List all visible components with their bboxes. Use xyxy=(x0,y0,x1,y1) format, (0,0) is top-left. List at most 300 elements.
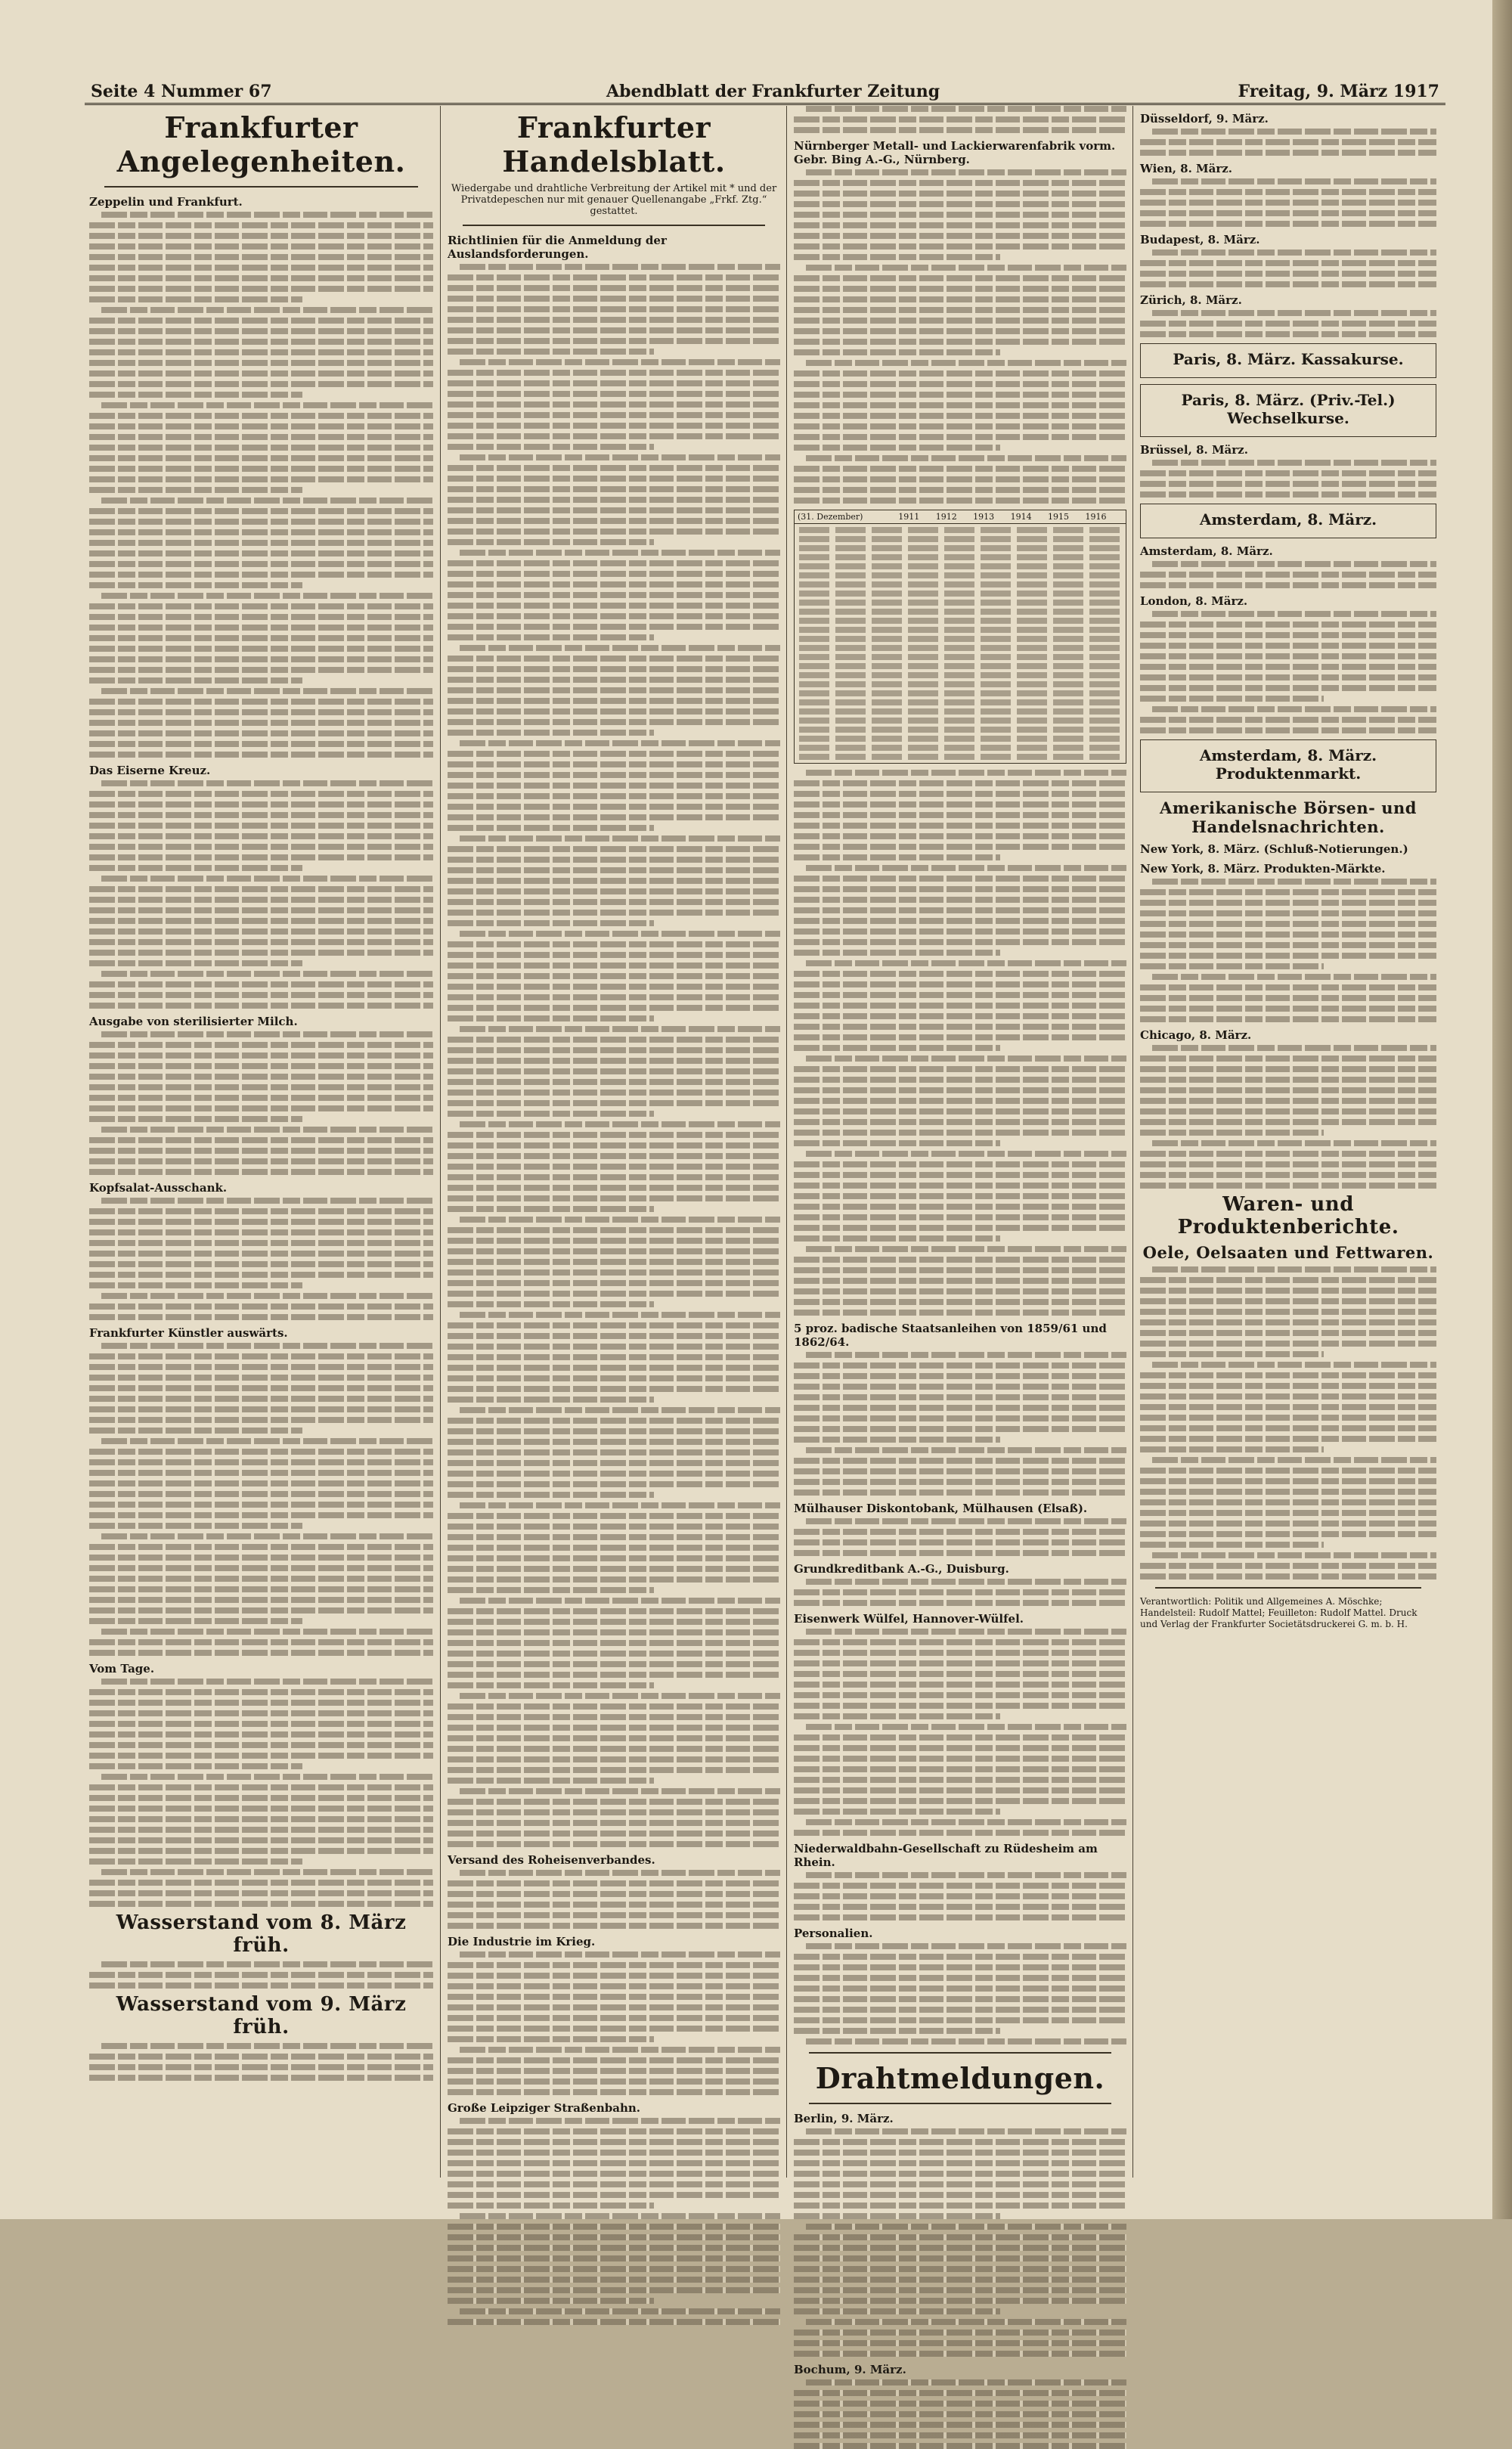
text-line xyxy=(89,1084,433,1090)
text-line xyxy=(794,1130,1126,1136)
market-dateline: Chicago, 8. März. xyxy=(1140,1028,1252,1042)
dispatch-dateline: Berlin, 9. März. xyxy=(794,2112,894,2125)
text-line xyxy=(448,1555,780,1561)
text-line xyxy=(1152,250,1436,256)
text-line xyxy=(448,2089,780,2095)
article-heading: Das Eiserne Kreuz. xyxy=(89,764,211,777)
text-line xyxy=(89,667,433,673)
text-line xyxy=(448,1902,780,1908)
text-line xyxy=(89,1784,433,1790)
text-line xyxy=(448,1492,654,1498)
text-line xyxy=(794,487,1126,493)
table-row xyxy=(799,636,1121,642)
text-line xyxy=(794,1214,1126,1220)
text-line xyxy=(89,1827,433,1833)
text-line xyxy=(1152,1045,1436,1051)
text-line xyxy=(448,1735,780,1741)
market-dateline: Zürich, 8. März. xyxy=(1140,293,1242,307)
text-line xyxy=(89,950,433,956)
text-line xyxy=(448,1841,780,1847)
text-line xyxy=(448,444,654,450)
text-line xyxy=(460,1870,780,1876)
text-line xyxy=(89,1116,302,1122)
text-line xyxy=(794,1013,1126,1019)
text-line xyxy=(89,1208,433,1214)
text-line xyxy=(794,1745,1126,1751)
text-line xyxy=(794,2213,1000,2219)
text-line xyxy=(89,1502,433,1508)
table-row xyxy=(799,618,1121,624)
market-body xyxy=(1140,129,1436,156)
text-line xyxy=(448,867,780,873)
text-line xyxy=(806,169,1126,175)
text-line xyxy=(89,487,302,493)
table-row xyxy=(799,536,1121,542)
text-line xyxy=(1140,1542,1324,1548)
market-dateline: Brüssel, 8. März. xyxy=(1140,443,1248,457)
text-line xyxy=(1140,984,1436,990)
text-line xyxy=(89,222,433,228)
text-line xyxy=(101,1343,433,1349)
water-level-table-1 xyxy=(89,1961,433,1989)
text-line xyxy=(794,2390,1126,2396)
text-line xyxy=(89,1806,433,1812)
text-line xyxy=(806,455,1126,461)
text-line xyxy=(1140,1351,1324,1357)
text-line xyxy=(794,1883,1126,1889)
text-line xyxy=(794,1703,1126,1709)
text-line xyxy=(794,1682,1126,1688)
text-line xyxy=(1140,664,1436,670)
article-heading: Ausgabe von sterilisierter Milch. xyxy=(89,1015,298,1028)
text-line xyxy=(448,963,780,969)
article-heading: Niederwaldbahn-Gesellschaft zu Rüdesheim am Rhein. xyxy=(794,1842,1098,1869)
text-line xyxy=(806,1246,1126,1252)
text-line xyxy=(806,1518,1126,1524)
text-line xyxy=(89,1229,433,1235)
text-line xyxy=(794,212,1126,218)
text-line xyxy=(101,876,433,882)
text-line xyxy=(1140,1341,1436,1347)
table-row xyxy=(799,727,1121,733)
text-line xyxy=(448,730,654,736)
text-line xyxy=(460,2047,780,2053)
text-line xyxy=(89,275,433,281)
text-line xyxy=(448,1651,780,1657)
text-line xyxy=(448,1725,780,1731)
text-line xyxy=(460,1407,780,1413)
text-line xyxy=(794,275,1126,281)
text-line xyxy=(448,412,780,418)
table-row xyxy=(799,600,1121,606)
text-line xyxy=(806,1629,1126,1635)
text-line xyxy=(101,1533,433,1539)
text-line xyxy=(448,1545,780,1551)
text-line xyxy=(448,910,780,916)
text-line xyxy=(448,1973,780,1979)
text-line xyxy=(794,1140,1000,1146)
text-line xyxy=(1140,1404,1436,1410)
text-line xyxy=(1152,611,1436,617)
text-line xyxy=(448,2004,780,2010)
text-line xyxy=(448,2192,780,2198)
text-line xyxy=(794,833,1126,839)
text-line xyxy=(794,2411,1126,2417)
text-line xyxy=(448,486,780,492)
text-line xyxy=(448,274,780,281)
article-heading: Vom Tage. xyxy=(89,1662,155,1676)
table-row xyxy=(799,681,1121,687)
text-line xyxy=(1140,1372,1436,1378)
text-line xyxy=(794,1119,1126,1125)
text-line xyxy=(448,1994,780,2000)
text-line xyxy=(89,1385,433,1391)
table-header-cell: 1916 xyxy=(1085,512,1107,522)
text-line xyxy=(448,2266,780,2272)
text-line xyxy=(460,454,780,460)
text-line xyxy=(794,1468,1126,1474)
text-line xyxy=(89,349,433,355)
text-line xyxy=(794,318,1126,324)
text-line xyxy=(806,1819,1126,1825)
text-line xyxy=(794,1310,1126,1316)
text-line xyxy=(1140,622,1436,628)
text-line xyxy=(794,1996,1126,2002)
text-line xyxy=(448,698,780,704)
text-line xyxy=(1140,1006,1436,1012)
text-line xyxy=(1140,481,1436,487)
paris-wechselkurse-box xyxy=(1140,384,1436,437)
table-row xyxy=(799,663,1121,669)
text-line xyxy=(1140,643,1436,649)
text-line xyxy=(448,338,780,344)
text-line xyxy=(1140,572,1436,578)
text-line xyxy=(460,645,780,651)
text-line xyxy=(89,2064,433,2070)
text-line xyxy=(1140,727,1436,733)
text-line xyxy=(794,2234,1126,2240)
market-dateline: London, 8. März. xyxy=(1140,594,1248,608)
text-line xyxy=(89,1700,433,1706)
text-line xyxy=(794,381,1126,387)
text-line xyxy=(89,1731,433,1738)
market-body xyxy=(1140,310,1436,337)
text-line xyxy=(89,445,433,451)
text-line xyxy=(448,1831,780,1837)
text-line xyxy=(794,339,1126,345)
text-line xyxy=(1140,1446,1324,1452)
text-line xyxy=(1140,932,1436,938)
text-line xyxy=(89,1848,433,1854)
text-line xyxy=(1140,1478,1436,1484)
text-line xyxy=(448,539,654,545)
text-line xyxy=(794,1660,1126,1666)
box-heading: Paris, 8. März. Kassakurse. xyxy=(1173,350,1404,368)
text-line xyxy=(89,1406,433,1412)
text-line xyxy=(1140,1415,1436,1421)
text-line xyxy=(89,981,433,987)
text-line xyxy=(101,1629,433,1635)
text-line xyxy=(1152,310,1436,316)
text-line xyxy=(89,1972,433,1978)
text-line xyxy=(89,1105,433,1111)
text-line xyxy=(794,854,1000,860)
text-line xyxy=(1152,561,1436,567)
text-line xyxy=(89,1523,302,1529)
text-line xyxy=(794,897,1126,903)
text-line xyxy=(89,854,433,860)
text-line xyxy=(1140,653,1436,659)
text-line xyxy=(794,1034,1126,1040)
text-line xyxy=(89,413,433,419)
text-line xyxy=(448,507,780,513)
section-title-amerika: Amerikanische Börsen- und Handelsnachrichten. xyxy=(1160,798,1417,836)
text-line xyxy=(448,317,780,323)
text-line xyxy=(448,2181,780,2187)
article-body xyxy=(794,1518,1126,1556)
text-line xyxy=(448,761,780,767)
text-line xyxy=(448,306,780,312)
text-line xyxy=(448,825,654,831)
table-row xyxy=(799,754,1121,760)
text-line xyxy=(794,413,1126,419)
text-line xyxy=(806,106,1126,112)
text-line xyxy=(448,1703,780,1710)
text-line xyxy=(89,730,433,736)
text-line xyxy=(794,1384,1126,1390)
text-line xyxy=(806,1056,1126,1062)
text-line xyxy=(794,1267,1126,1273)
text-line xyxy=(794,2308,1000,2314)
text-line xyxy=(448,2036,654,2042)
article-body xyxy=(794,770,1126,1316)
text-line xyxy=(448,1912,780,1918)
text-line xyxy=(89,646,433,652)
column-market-reports xyxy=(1140,106,1436,2178)
text-line xyxy=(448,1206,654,1212)
header-masthead: Abendblatt der Frankfurter Zeitung xyxy=(606,82,940,101)
section-title-handelsblatt: Frankfurter Handelsblatt. xyxy=(502,110,726,178)
text-line xyxy=(448,1820,780,1826)
text-line xyxy=(794,2028,1000,2034)
text-line xyxy=(794,1458,1126,1464)
article-body xyxy=(89,1679,433,1907)
text-line xyxy=(101,1293,433,1299)
text-line xyxy=(794,2422,1126,2428)
text-line xyxy=(794,1087,1126,1093)
text-line xyxy=(89,434,433,440)
text-line xyxy=(794,1986,1126,1992)
text-line xyxy=(448,751,780,757)
text-line xyxy=(448,1672,780,1678)
text-line xyxy=(794,1766,1126,1772)
text-line xyxy=(89,466,433,472)
text-line xyxy=(89,907,433,913)
text-line xyxy=(1140,1510,1436,1516)
text-line xyxy=(1152,1552,1436,1558)
text-line xyxy=(89,1618,302,1624)
text-line xyxy=(806,1352,1126,1358)
market-body xyxy=(1140,561,1436,588)
text-line xyxy=(794,939,1126,945)
text-line xyxy=(89,254,433,260)
text-line xyxy=(1140,1499,1436,1505)
article-heading: Frankfurter Künstler auswärts. xyxy=(89,1326,288,1340)
text-line xyxy=(89,1555,433,1561)
text-line xyxy=(89,960,302,966)
text-line xyxy=(1140,632,1436,638)
article-body xyxy=(89,212,433,758)
text-line xyxy=(794,2192,1126,2198)
text-line xyxy=(448,1280,780,1286)
text-line xyxy=(1140,1531,1436,1537)
text-line xyxy=(1140,470,1436,476)
text-line xyxy=(89,833,433,839)
text-line xyxy=(89,1449,433,1455)
text-line xyxy=(89,1639,433,1645)
text-line xyxy=(448,401,780,408)
table-row xyxy=(799,627,1121,633)
text-line xyxy=(89,918,433,924)
text-line xyxy=(101,1438,433,1444)
text-line xyxy=(460,931,780,937)
text-line xyxy=(448,1619,780,1625)
text-line xyxy=(448,613,780,619)
article-body xyxy=(89,1343,433,1656)
text-line xyxy=(794,243,1126,250)
text-line xyxy=(460,1788,780,1794)
text-line xyxy=(794,1809,1000,1815)
text-line xyxy=(89,1576,433,1582)
text-line xyxy=(794,1671,1126,1677)
text-line xyxy=(448,380,780,386)
text-line xyxy=(1140,1119,1436,1125)
text-line xyxy=(794,780,1126,786)
amsterdam-box xyxy=(1140,504,1436,538)
section-subtitle-oele: Oele, Oelsaaten und Fettwaren. xyxy=(1142,1243,1434,1262)
text-line xyxy=(89,1314,433,1320)
text-line xyxy=(794,1893,1126,1899)
text-line xyxy=(1140,1298,1436,1304)
text-line xyxy=(89,1689,433,1695)
table-row xyxy=(799,581,1121,587)
text-line xyxy=(448,1682,654,1688)
text-line xyxy=(89,1607,433,1614)
dispatch-dateline: Bochum, 9. März. xyxy=(794,2363,906,2376)
text-line xyxy=(1152,178,1436,184)
text-line xyxy=(806,265,1126,271)
text-line xyxy=(448,1291,780,1297)
text-line xyxy=(89,1890,433,1896)
text-line xyxy=(448,1449,780,1455)
text-line xyxy=(794,1394,1126,1400)
text-line xyxy=(89,1158,433,1164)
text-line xyxy=(1152,1140,1436,1146)
text-line xyxy=(448,2160,780,2166)
market-body xyxy=(1140,250,1436,287)
text-line xyxy=(448,1880,780,1886)
text-line xyxy=(89,801,433,808)
table-header-cell: 1915 xyxy=(1048,512,1070,522)
market-dateline: New York, 8. März. Produkten-Märkte. xyxy=(1140,862,1386,876)
text-line xyxy=(794,844,1126,850)
text-line xyxy=(794,2255,1126,2261)
text-line xyxy=(448,783,780,789)
text-line xyxy=(794,1490,1126,1496)
article-heading: Mülhauser Diskontobank, Mülhausen (Elsaß). xyxy=(794,1502,1088,1515)
text-line xyxy=(448,1195,780,1201)
text-line xyxy=(460,835,780,842)
text-line xyxy=(460,359,780,365)
text-line xyxy=(794,2245,1126,2251)
text-line xyxy=(448,2057,780,2063)
text-line xyxy=(794,1415,1126,1421)
text-line xyxy=(448,1227,780,1233)
text-line xyxy=(89,2075,433,2081)
text-line xyxy=(448,2068,780,2074)
text-line xyxy=(794,370,1126,377)
text-line xyxy=(89,1364,433,1370)
text-line xyxy=(794,1204,1126,1210)
text-line xyxy=(448,1259,780,1265)
text-line xyxy=(794,349,1000,355)
text-line xyxy=(448,423,780,429)
text-line xyxy=(448,1767,780,1773)
text-line xyxy=(101,688,433,694)
text-line xyxy=(448,1037,780,1043)
text-line xyxy=(89,1753,433,1759)
text-line xyxy=(89,265,433,271)
text-line xyxy=(1152,706,1436,712)
text-line xyxy=(101,2043,433,2049)
text-line xyxy=(448,1365,780,1371)
text-line xyxy=(101,780,433,786)
text-line xyxy=(448,1100,780,1106)
text-line xyxy=(1152,1457,1436,1463)
article-body xyxy=(89,780,433,1009)
text-line xyxy=(448,327,780,333)
text-line xyxy=(448,878,780,884)
article-heading: Richtlinien für die Anmeldung der Auslandsforderungen. xyxy=(448,234,667,261)
table-header-cell: 1913 xyxy=(973,512,995,522)
text-line xyxy=(1140,910,1436,916)
text-line xyxy=(1140,900,1436,906)
text-line xyxy=(448,1132,780,1138)
text-line xyxy=(1140,1521,1436,1527)
text-line xyxy=(1140,1383,1436,1389)
text-line xyxy=(1140,1393,1436,1400)
text-line xyxy=(794,392,1126,398)
text-line xyxy=(89,233,433,239)
text-line xyxy=(794,1713,1000,1719)
text-line xyxy=(794,1787,1126,1793)
text-line xyxy=(1140,210,1436,216)
text-line xyxy=(448,2171,780,2177)
text-line xyxy=(89,677,302,684)
text-line xyxy=(89,370,433,377)
text-line xyxy=(448,1608,780,1614)
text-line xyxy=(794,1639,1126,1645)
text-line xyxy=(794,1193,1126,1199)
table-row xyxy=(799,708,1121,715)
text-line xyxy=(806,2038,1126,2044)
text-line xyxy=(794,445,1000,451)
text-line xyxy=(806,865,1126,871)
text-line xyxy=(89,1650,433,1656)
text-line xyxy=(1140,200,1436,206)
text-line xyxy=(794,2351,1126,2357)
text-line xyxy=(794,1964,1126,1970)
